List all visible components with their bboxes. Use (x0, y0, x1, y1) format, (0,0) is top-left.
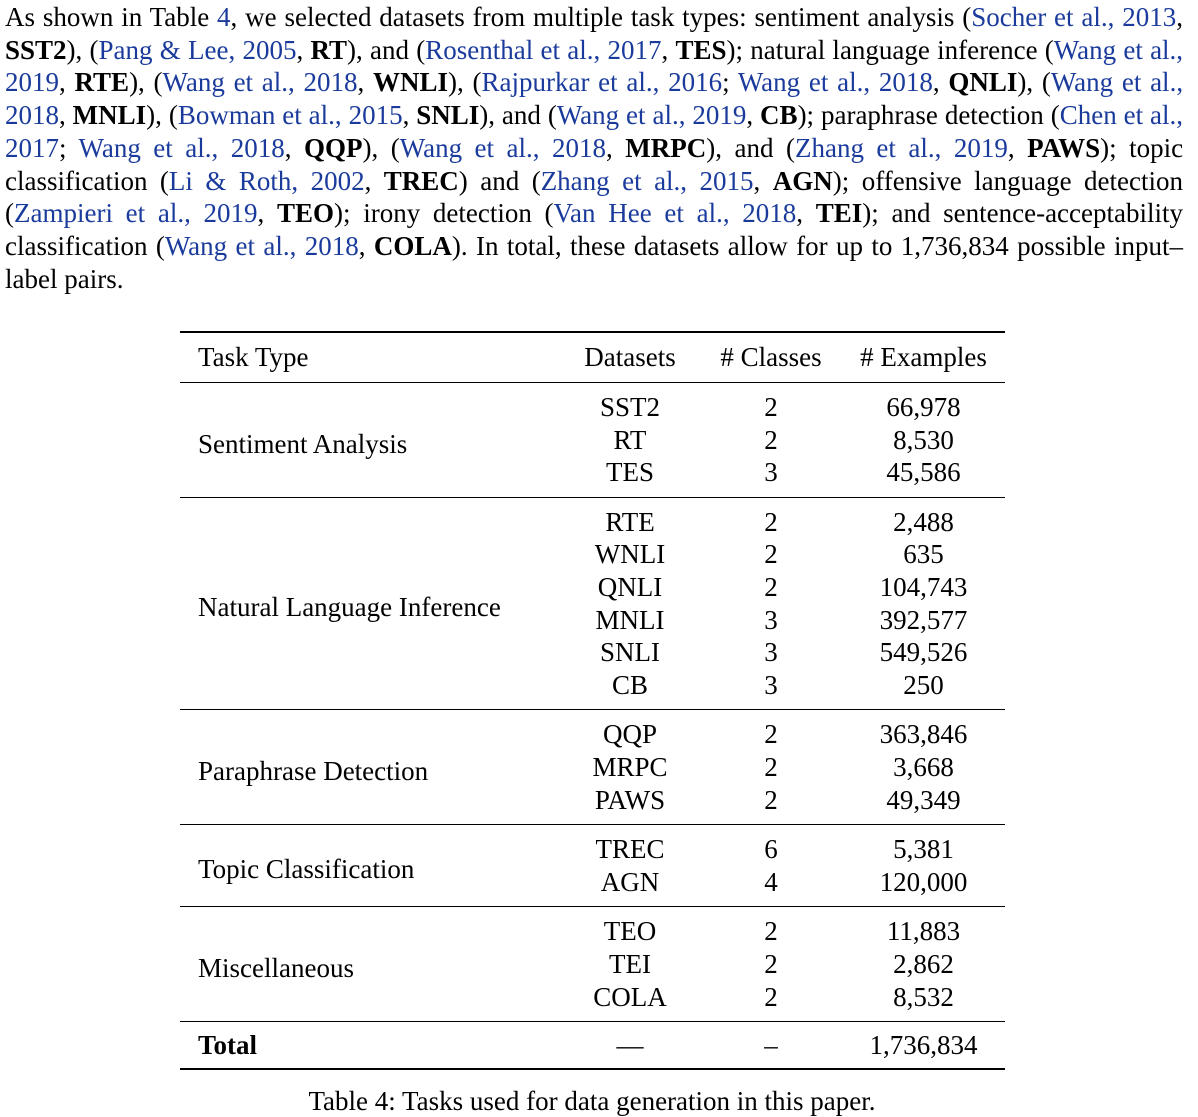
table-row (180, 907, 1005, 948)
examples-cell: 45,586 (886, 457, 961, 488)
examples-cell: 549,526 (879, 637, 968, 668)
header-examples: # Examples (860, 342, 987, 373)
dataset-trec: TREC (383, 165, 459, 196)
dataset-rte: RTE (74, 67, 130, 98)
classes-cell: 2 (764, 948, 778, 979)
examples-cell: 3,668 (893, 751, 954, 782)
task-type-cell: Natural Language Inference (198, 592, 501, 623)
classes-cell: 3 (764, 669, 778, 700)
dataset-cell: TREC (595, 834, 665, 865)
body-paragraph: As shown in Table 4, we selected datasets from multiple task types: sentiment analysis (Socher et al., 2013, SST2), (Pang & Lee, 2005, RT), and (Rosenthal et al., 2017, TES); natural language inference (Wang et al., 2019, RTE), (Wang et al., 2018, WNLI), (Rajpurkar et al., 2016; Wang et al., 2018, QNLI), (Wang et al., 2018, MNLI), (Bowman et al., 2015, SNLI), and (Wang et al., 2019, CB); paraphrase detection (Chen et al., 2017; Wang et al., 2018, QQP), (Wang et al., 2018, MRPC), and (Zhang et al., 2019, PAWS); topic classification (Li & Roth, 2002, TREC) and (Zhang et al., 2015, AGN); offensive language detection (Zampieri et al., 2019, TEO); irony detection (Van Hee et al., 2018, TEI); and sentence-acceptability classification (Wang et al., 2018, COLA). In total, these datasets allow for up to 1,736,834 possible input–label pairs. (5, 2, 1184, 294)
dataset-wnli: WNLI (373, 67, 449, 98)
citation-wang-2018-mnli[interactable]: Wang et al., 2018 (5, 67, 1184, 131)
dataset-cell: SST2 (599, 392, 661, 422)
dataset-cell: SNLI (600, 637, 660, 668)
citation-wang-2018-mrpc[interactable]: Wang et al., 2018 (399, 132, 607, 163)
total-row (180, 1022, 1005, 1070)
dataset-cell: RTE (605, 506, 655, 537)
citation-socher[interactable]: Socher et al., 2013 (971, 2, 1177, 32)
examples-cell: 11,883 (886, 916, 961, 947)
table-row (180, 825, 1005, 866)
classes-cell: 6 (764, 834, 778, 865)
dataset-teo: TEO (276, 198, 335, 229)
citation-wang-2018-wnli[interactable]: Wang et al., 2018 (162, 67, 358, 98)
header-datasets: Datasets (584, 342, 676, 373)
table-header-row (180, 332, 1005, 383)
dataset-cell: QNLI (597, 571, 663, 602)
citation-li-roth[interactable]: Li & Roth, 2002 (168, 165, 365, 196)
citation-bowman[interactable]: Bowman et al., 2015 (177, 100, 403, 131)
examples-cell: 66,978 (886, 392, 961, 422)
citation-zhang-2019[interactable]: Zhang et al., 2019 (794, 132, 1008, 163)
task-type-cell: Paraphrase Detection (198, 755, 429, 786)
dataset-cell: COLA (593, 981, 667, 1012)
task-type-cell: Sentiment Analysis (198, 428, 408, 459)
task-type-cell: Miscellaneous (198, 952, 354, 983)
examples-cell: 8,532 (893, 981, 954, 1012)
citation-wang-2018-qnli[interactable]: Wang et al., 2018 (737, 67, 933, 98)
citation-wang-2019-rte[interactable]: Wang et al., 2019 (5, 34, 1184, 98)
dataset-paws: PAWS (1027, 132, 1101, 163)
tasks-table (180, 331, 1005, 1070)
examples-cell: 363,846 (879, 719, 968, 750)
examples-cell: 635 (903, 539, 944, 570)
dataset-cell: CB (611, 669, 649, 700)
dataset-cell: TEO (603, 916, 657, 947)
total-classes: – (764, 1029, 778, 1060)
task-type-cell: Topic Classification (198, 854, 415, 885)
dataset-cell: PAWS (594, 784, 666, 815)
dataset-cola: COLA (373, 230, 452, 261)
dataset-qnli: QNLI (948, 67, 1018, 98)
dataset-cell: WNLI (594, 539, 666, 570)
header-classes: # Classes (720, 342, 822, 373)
dataset-cell: RT (613, 424, 647, 455)
examples-cell: 8,530 (893, 424, 954, 455)
citation-zampieri[interactable]: Zampieri et al., 2019 (14, 198, 258, 229)
dataset-agn: AGN (772, 165, 833, 196)
classes-cell: 2 (764, 539, 778, 570)
citation-rajpurkar[interactable]: Rajpurkar et al., 2016 (481, 67, 723, 98)
examples-cell: 5,381 (893, 834, 954, 865)
classes-cell: 4 (764, 866, 778, 897)
classes-cell: 2 (764, 981, 778, 1012)
total-examples: 1,736,834 (869, 1029, 978, 1060)
dataset-cell: QQP (602, 719, 657, 750)
citation-rosenthal[interactable]: Rosenthal et al., 2017 (425, 34, 662, 65)
table-ref-link[interactable]: 4 (217, 2, 231, 32)
dataset-rt: RT (310, 34, 348, 65)
citation-chen[interactable]: Chen et al., 2017 (5, 100, 1184, 163)
dataset-snli: SNLI (416, 100, 480, 131)
classes-cell: 2 (764, 506, 778, 537)
citation-van-hee[interactable]: Van Hee et al., 2018 (553, 198, 797, 229)
classes-cell: 3 (764, 457, 778, 488)
table-row (180, 383, 1005, 424)
header-task-type: Task Type (198, 342, 309, 373)
dataset-cell: MNLI (595, 604, 665, 635)
dataset-mnli: MNLI (72, 100, 147, 131)
classes-cell: 2 (764, 784, 778, 815)
examples-cell: 120,000 (879, 866, 968, 897)
classes-cell: 3 (764, 604, 778, 635)
citation-wang-2019-cb[interactable]: Wang et al., 2019 (556, 100, 747, 131)
classes-cell: 3 (764, 637, 778, 668)
dataset-tei: TEI (815, 198, 863, 229)
citation-wang-2018-qqp[interactable]: Wang et al., 2018 (78, 132, 285, 163)
dataset-cb: CB (760, 100, 798, 131)
dataset-qqp: QQP (304, 132, 363, 163)
citation-wang-2018-cola[interactable]: Wang et al., 2018 (164, 230, 359, 261)
dataset-sst2: SST2 (5, 34, 67, 65)
classes-cell: 2 (764, 719, 778, 750)
citation-zhang-2015[interactable]: Zhang et al., 2015 (540, 165, 754, 196)
classes-cell: 2 (764, 751, 778, 782)
classes-cell: 2 (764, 916, 778, 947)
total-datasets: — (616, 1029, 644, 1060)
classes-cell: 2 (764, 392, 778, 422)
dataset-cell: TES (605, 457, 654, 488)
examples-cell: 392,577 (879, 604, 968, 635)
table-caption: Table 4: Tasks used for data generation in this paper. (308, 1086, 876, 1116)
classes-cell: 2 (764, 571, 778, 602)
dataset-tes: TES (675, 34, 727, 65)
dataset-cell: AGN (600, 866, 660, 897)
total-label: Total (198, 1029, 258, 1060)
citation-pang[interactable]: Pang & Lee, 2005 (98, 34, 297, 65)
table-row (180, 710, 1005, 751)
dataset-cell: TEI (609, 948, 651, 979)
examples-cell: 2,862 (893, 948, 954, 979)
examples-cell: 49,349 (886, 784, 961, 815)
examples-cell: 104,743 (879, 571, 968, 602)
dataset-mrpc: MRPC (625, 132, 707, 163)
examples-cell: 2,488 (893, 506, 954, 537)
table-row (180, 497, 1005, 538)
examples-cell: 250 (903, 669, 944, 700)
dataset-cell: MRPC (592, 751, 668, 782)
classes-cell: 2 (764, 424, 778, 455)
